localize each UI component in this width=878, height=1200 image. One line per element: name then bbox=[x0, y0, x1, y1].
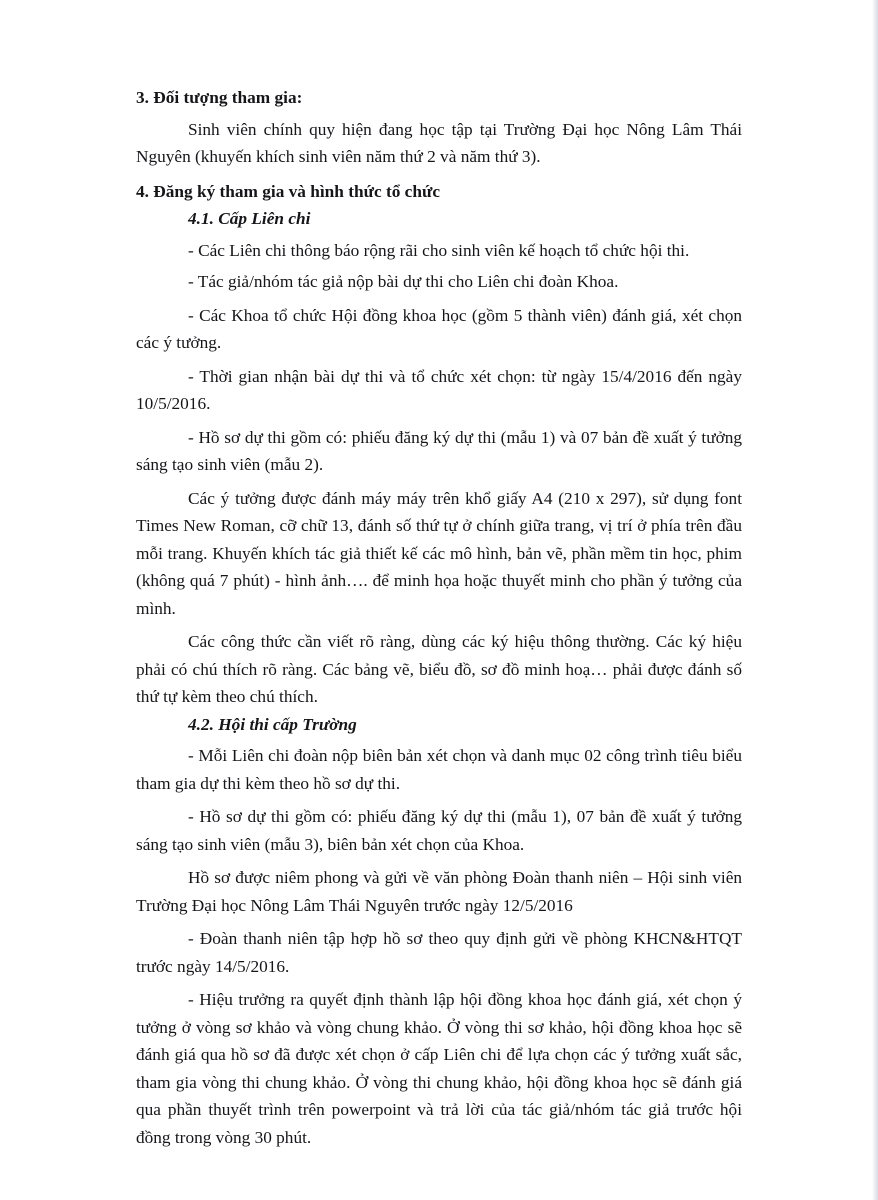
section-4-2-item: - Đoàn thanh niên tập hợp hồ sơ theo quy định gửi về phòng KHCN&HTQT trước ngày 14/5/2016. bbox=[136, 929, 742, 976]
section-4-2-item: - Mỗi Liên chi đoàn nộp biên bản xét chọn và danh mục 02 công trình tiêu biểu tham gia dự thi kèm theo hồ sơ dự thi. bbox=[136, 746, 742, 793]
section-4-1-paragraph: Các công thức cần viết rõ ràng, dùng các ký hiệu thông thường. Các ký hiệu phải có chú thích rõ ràng. Các bảng vẽ, biểu đồ, sơ đồ minh hoạ… phải được đánh số thứ tự kèm theo chú thích. bbox=[136, 632, 742, 706]
section-4-2-item: - Hồ sơ dự thi gồm có: phiếu đăng ký dự thi (mẫu 1), 07 bản đề xuất ý tưởng sáng tạo sinh viên (mẫu 3), biên bản xét chọn của Khoa. bbox=[136, 807, 742, 854]
section-4-2-item: - Hiệu trưởng ra quyết định thành lập hội đồng khoa học đánh giá, xét chọn ý tưởng ở vòng sơ khảo và vòng chung khảo. Ở vòng thi sơ khảo, hội đồng khoa học sẽ đánh giá qua hồ sơ đã được xét chọn ở cấp Liên chi để lựa chọn các ý tưởng xuất sắc, tham gia vòng thi chung khảo. Ở vòng thi chung khảo, hội đồng khoa học sẽ đánh giá qua phần thuyết trình trên powerpoint và trả lời của tác giả/nhóm tác giả trước hội đồng trong vòng 30 phút. bbox=[136, 990, 742, 1147]
section-4-1-item: - Thời gian nhận bài dự thi và tổ chức xét chọn: từ ngày 15/4/2016 đến ngày 10/5/2016. bbox=[136, 366, 742, 413]
scan-edge bbox=[872, 0, 878, 1200]
section-4-1-item: - Các Khoa tổ chức Hội đồng khoa học (gồm 5 thành viên) đánh giá, xét chọn các ý tưởng. bbox=[136, 305, 742, 352]
section-4-1-heading: 4.1. Cấp Liên chi bbox=[188, 209, 311, 228]
section-4-1-item: - Hồ sơ dự thi gồm có: phiếu đăng ký dự thi (mẫu 1) và 07 bản đề xuất ý tưởng sáng tạo sinh viên (mẫu 2). bbox=[136, 427, 742, 474]
section-4-2-heading: 4.2. Hội thi cấp Trường bbox=[188, 714, 357, 734]
section-4-2-paragraph: Hồ sơ được niêm phong và gửi về văn phòng Đoàn thanh niên – Hội sinh viên Trường Đại học Nông Lâm Thái Nguyên trước ngày 12/5/2016 bbox=[136, 868, 742, 915]
section-4-heading: 4. Đăng ký tham gia và hình thức tổ chức bbox=[136, 181, 440, 201]
section-4-1-paragraph: Các ý tưởng được đánh máy máy trên khổ giấy A4 (210 x 297), sử dụng font Times New Roman, cỡ chữ 13, đánh số thứ tự ở chính giữa trang, vị trí ở phía trên đầu mỗi trang. Khuyến khích tác giả thiết kế các mô hình, bản vẽ, phần mềm tin học, phim (không quá 7 phút) - hình ảnh…. để minh họa hoặc thuyết minh cho phần ý tưởng của mình. bbox=[136, 488, 742, 618]
document-body bbox=[136, 84, 742, 1151]
section-3-paragraph: Sinh viên chính quy hiện đang học tập tại Trường Đại học Nông Lâm Thái Nguyên (khuyến khích sinh viên năm thứ 2 và năm thứ 3). bbox=[136, 119, 742, 166]
section-4-1-item: - Tác giả/nhóm tác giả nộp bài dự thi cho Liên chi đoàn Khoa. bbox=[188, 272, 619, 291]
section-4-1-item: - Các Liên chi thông báo rộng rãi cho sinh viên kế hoạch tổ chức hội thi. bbox=[188, 240, 690, 260]
section-3-heading: 3. Đối tượng tham gia: bbox=[136, 88, 303, 107]
